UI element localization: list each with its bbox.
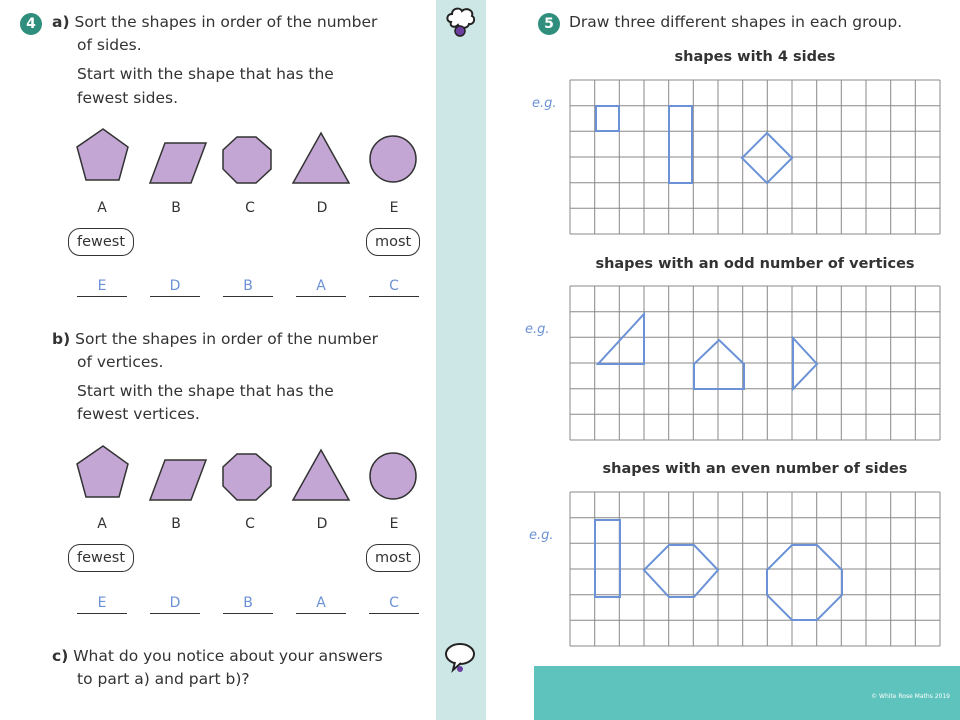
label-c: C — [245, 200, 255, 216]
speech-bubble-icon — [443, 640, 477, 674]
q4c-line2: to part a) and part b)? — [77, 670, 250, 688]
label-a: A — [97, 516, 107, 532]
q4a-line4: fewest sides. — [77, 89, 179, 107]
circle-shape — [370, 453, 416, 499]
triangle-shape — [293, 133, 349, 183]
group-title-even-sides: shapes with an even number of sides — [602, 461, 908, 477]
q4a-line2: of sides. — [77, 36, 142, 54]
drawn-pentagon — [694, 340, 744, 389]
answer-a-4[interactable]: A — [296, 276, 346, 297]
drawn-hexagon — [644, 545, 718, 597]
grid-even-sides[interactable] — [570, 492, 941, 647]
label-b: B — [171, 516, 181, 532]
group-title-odd-vertices: shapes with an odd number of vertices — [595, 256, 915, 272]
example-label-3: e.g. — [529, 528, 554, 543]
shape-row-b — [70, 442, 430, 507]
q4c-prompt — [52, 645, 383, 668]
answer-b-4[interactable]: A — [296, 593, 346, 614]
label-b: B — [171, 200, 181, 216]
drawn-square — [596, 106, 619, 131]
q4a-part-label: a) — [52, 13, 70, 31]
thinking-cloud-icon — [443, 4, 477, 38]
label-a: A — [97, 200, 107, 216]
shape-row-a — [70, 125, 430, 190]
q4b-line4: fewest vertices. — [77, 405, 200, 423]
grid-4-sides[interactable] — [570, 80, 941, 235]
q4b-line3: Start with the shape that has the — [77, 382, 334, 400]
triangle-shape — [293, 450, 349, 500]
question-number-4: 4 — [20, 13, 42, 35]
q4a-prompt — [52, 11, 377, 34]
answer-a-3[interactable]: B — [223, 276, 273, 297]
drawn-rectangle — [669, 106, 692, 183]
label-d: D — [316, 200, 328, 216]
answer-b-2[interactable]: D — [150, 593, 200, 614]
copyright: © White Rose Maths 2019 — [871, 693, 950, 700]
octagon-shape — [223, 137, 271, 183]
label-d: D — [316, 516, 328, 532]
circle-shape — [370, 136, 416, 182]
answer-b-3[interactable]: B — [223, 593, 273, 614]
q4a-line3: Start with the shape that has the — [77, 65, 334, 83]
answer-a-1[interactable]: E — [77, 276, 127, 297]
most-label: most — [366, 228, 420, 256]
fewest-label: fewest — [68, 544, 134, 572]
label-c: C — [245, 516, 255, 532]
q5-instruction: Draw three different shapes in each group. — [569, 13, 903, 31]
grid-odd-vertices[interactable] — [570, 286, 941, 441]
q4c-line1: What do you notice about your answers — [73, 647, 383, 665]
drawn-triangle — [598, 314, 644, 364]
parallelogram-shape — [150, 460, 206, 500]
q4a-line1: Sort the shapes in order of the number — [74, 13, 378, 31]
example-label-2: e.g. — [525, 322, 550, 337]
footer-bar — [534, 666, 960, 720]
answer-b-5[interactable]: C — [369, 593, 419, 614]
label-e: E — [389, 516, 399, 532]
question-number-5: 5 — [538, 13, 560, 35]
pentagon-shape — [77, 446, 128, 497]
answer-a-5[interactable]: C — [369, 276, 419, 297]
drawn-tall-rectangle — [595, 520, 620, 597]
pentagon-shape — [77, 129, 128, 180]
answer-b-1[interactable]: E — [77, 593, 127, 614]
most-label: most — [366, 544, 420, 572]
octagon-shape — [223, 454, 271, 500]
q4b-line2: of vertices. — [77, 353, 164, 371]
q4b-prompt — [52, 328, 378, 351]
parallelogram-shape — [150, 143, 206, 183]
group-title-4-sides: shapes with 4 sides — [674, 49, 836, 65]
margin-strip — [436, 0, 486, 720]
fewest-label: fewest — [68, 228, 134, 256]
q4b-part-label: b) — [52, 330, 71, 348]
answer-a-2[interactable]: D — [150, 276, 200, 297]
drawn-octagon — [767, 545, 842, 620]
q4b-line1: Sort the shapes in order of the number — [75, 330, 379, 348]
label-e: E — [389, 200, 399, 216]
example-label-1: e.g. — [532, 96, 557, 111]
q4c-part-label: c) — [52, 647, 69, 665]
